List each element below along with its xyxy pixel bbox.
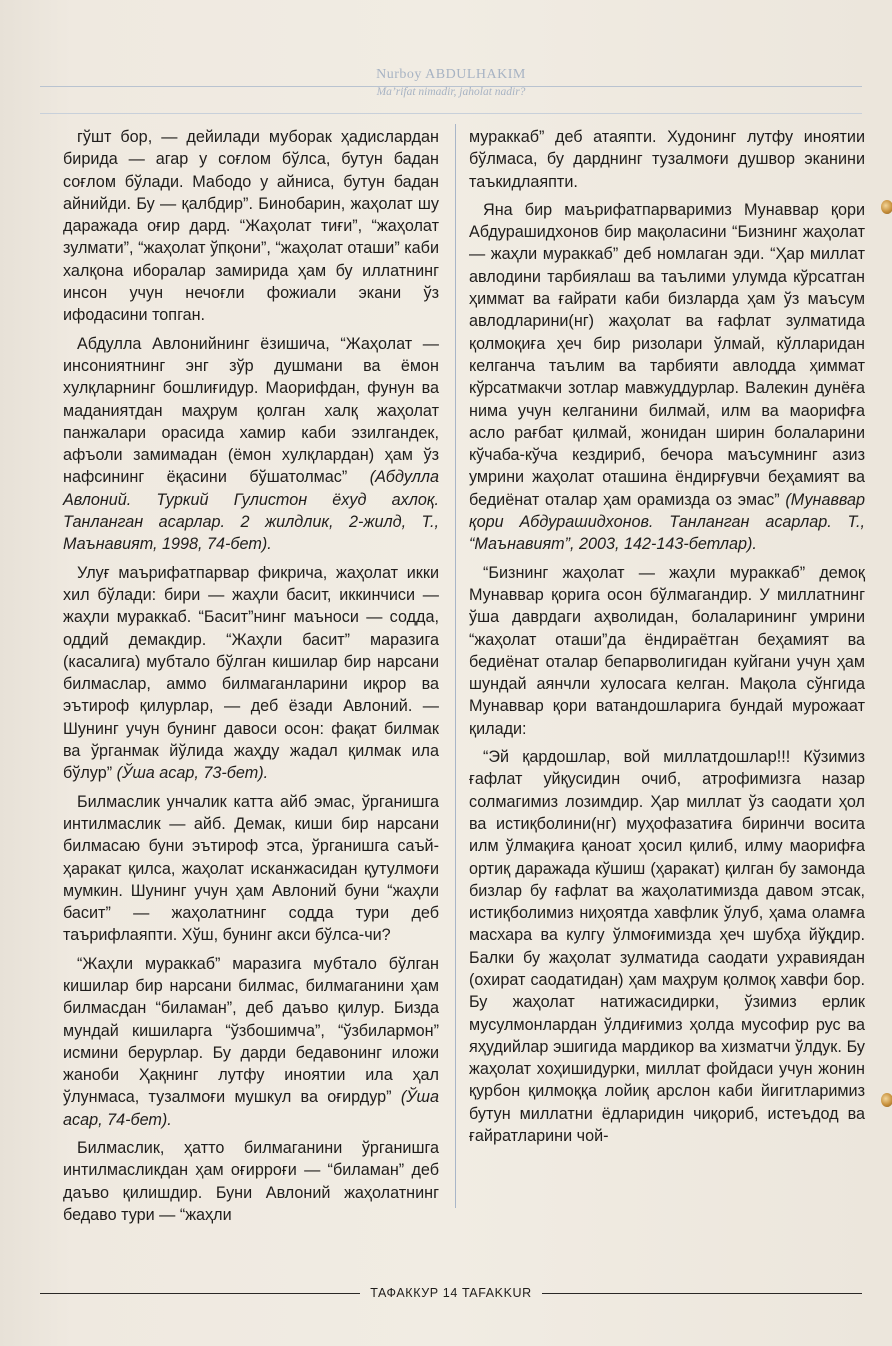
citation: (Ўша асар, 74-бет).	[63, 1088, 439, 1129]
footer-text: ТАФАККУР 14 TAFAKKUR	[370, 1286, 532, 1300]
paragraph-text: “Бизнинг жаҳолат — жаҳли мураккаб” демоқ Мунаввар қорига осон бўлмагандир. У миллатнинг ўша даврдаги аҳволидан, болаларининг умрини “жаҳолат оташи”да ёндираётган беҳамият ва бедиёнат оталар бепарволигидан куйгани учун ҳам шундай аянчли хулосага келган. Мақола сўнгида Мунаввар қори ватандошларига бундай мурожаат қилади:	[469, 563, 865, 738]
paragraph-text: Улуғ маърифатпарвар фикрича, жаҳолат икки хил бўлади: бири — жаҳли басит, иккинчиси — жаҳли мураккаб. “Басит”нинг маъноси — содда, оддий демакдир. “Жаҳли басит” маразига (касалига) мубтало бўлган кишилар бир нарсани билмаслар, аммо билмаганларини иқрор ва эътироф қилурлар, — деб ёзади Авлоний. — Шунинг учун бунинг давоси осон: фақат билмак ва ўрганмак йўлида жаҳду жадал қилмак ила бўлур”	[63, 563, 439, 783]
paragraph	[469, 562, 865, 740]
paragraph-text: гўшт бор, — дейилади муборак ҳадислардан бирида — агар у соғлом бўлса, бутун бадан соғлом бўлади. Мабодо у айниса, бутун бадан айнийди. Бу — қалбдир”. Бинобарин, жаҳолат шу даражада оғир дард. “Жаҳолат тиғи”, “жаҳолат зулмати”, “жаҳолат ўпқони”, “жаҳолат оташи” каби халқона иборалар замирида ҳам бу иллатнинг инсон учун нечоғли фожиали экани ўз ифодасини топган.	[63, 128, 439, 325]
header-subtitle: Ma’rifat nimadir, jaholat nadir?	[376, 86, 526, 98]
paragraph-text: Абдулла Авлонийнинг ёзишича, “Жаҳолат — инсониятнинг энг зўр душмани ва ёмон хулқларнинг бошлиғидур. Маорифдан, фунун ва маданиятдан маҳрум қолган халқ жаҳолат панжалари орасида хамир каби эзилгандек, афъоли замимадан (ёмон хулқлардан) ҳам ўз нафсининг ёқасини бўшатолмас”	[63, 334, 439, 487]
paragraph-text: Билмаслик унчалик катта айб эмас, ўрганишга интилмаслик — айб. Демак, киши бир нарсани билмасаю буни эътироф этса, ўрганишга саъй-ҳаракат қилса, жаҳолат исканжасидан қутулмоғи мумкин. Шунинг учун ҳам Авлоний буни “жаҳли басит” — жаҳолатнинг содда тури деб таърифлаяпти. Хўш, бунинг акси бўлса-чи?	[63, 792, 439, 945]
left-column	[63, 126, 439, 1232]
right-column	[469, 126, 865, 1153]
paragraph	[63, 333, 439, 556]
paragraph	[63, 126, 439, 327]
citation: (Абдулла Авлоний. Туркий Гулистон ёхуд ахлоқ. Танланган асарлар. 2 жилдлик, 2-жилд, Т., Маънавият, 1998, 74-бет).	[63, 468, 439, 554]
paragraph-text: “Эй қардошлар, вой миллатдошлар!!! Кўзимиз ғафлат уйқусидин очиб, атрофимизга назар солмагимиз лозимдир. Ҳар миллат ўз саодати ҳол ва истиқболини(нг) муҳофазатиға биринчи восита илм ўлмақиға қаноат ҳосил қилиб, илму маорифға ортиқ даражада кўшиш (ҳаракат) қилган бу замонда бизлар бу ғафлат ва жаҳолатимизда давом этсак, истиқболимиз ниҳоятда хавфлик ўлуб, ҳама оламға масхара ва кулгу ўлмоғимизда ҳеч шубҳа йўқдир. Балки бу жаҳолат зулматида саодати ухравиядан (охират саодатидан) ҳам маҳрум қолмоқ хавфи бор. Бу жаҳолат натижасидирки, ўзимиз ерлик мусулмонлардан ўлдиғимиз ҳолда мусофир рус ва яҳудийлар эшигида мардикор ва хизматчи ўлдук. Бу жаҳолат хоҳишидурки, миллат фойдаси учун жонин қурбон қилмоққа лойиқ арслон каби йигитларимиз бутун миллатни ёдларидин чиқориб, истеъдод ва ғайратларини чой-	[469, 748, 865, 1146]
paragraph	[469, 746, 865, 1147]
paragraph	[469, 199, 865, 556]
citation: (Мунаввар қори Абдурашидхонов. Танланган асарлар. Т., “Маънавият”, 2003, 142-143-бетлар).	[469, 490, 866, 554]
paragraph	[469, 126, 865, 193]
paragraph-text: “Жаҳли мураккаб” маразига мубтало бўлган кишилар бир нарсани билмас, билмаганини ҳам билмасдан “биламан”, деб даъво қилур. Бизда мундай кишиларга “ўзбошимча”, “ўзбилармон” исмини берурлар. Бу дарди бедавонинг иложи жаноби Ҳақнинг лутфу иноятии ила ҳал ўлунмаса, тузалмоғи мушкул ва оғирдур”	[63, 954, 439, 1107]
paragraph	[63, 562, 439, 785]
header-author: Nurboy ABDULHAKIM	[376, 67, 526, 82]
footer-rule-right	[542, 1293, 862, 1294]
page-footer	[40, 1282, 862, 1304]
footer-rule-left	[40, 1293, 360, 1294]
paragraph-text: мураккаб” деб атаяпти. Худонинг лутфу иноятии бўлмаса, бу дарднинг тузалмоғи душвор эканини таъкидлаяпти.	[469, 128, 865, 191]
paragraph	[63, 953, 439, 1131]
binding-rivet-icon	[881, 1093, 892, 1107]
paragraph-text: Яна бир маърифатпарваримиз Мунаввар қори Абдурашидхонов бир мақоласини “Бизнинг жаҳолат — жаҳли мураккаб” деб номлаган эди. “Ҳар миллат авлодини тарбиялаш ва таълими улумда кўрсатган ҳиммат ва ғайрати каби бизларда ҳам ўз маъсум авлодларини(нг) жаҳолат ва ғафлат зулматида қолмоқиға ҳеч бир ризолари ўлмай, кўлларидан келганча таълим ва тарбияти авлодда ҳиммат кўрсатмакчи зотлар мавжуддурлар. Валекин дунёға нима учун келганини билмай, илм ва маорифға асло рағбат қилмай, жонидан ширин болаларини кўчаба-кўча кездириб, бечора маъсумнинг азиз умрини жаҳолат оташина ёндирғувчи беҳамият ва бедиёнат оталар ҳам орамизда оз эмас”	[469, 200, 865, 509]
column-divider	[455, 124, 456, 1208]
paragraph	[63, 791, 439, 947]
header-rule	[40, 86, 862, 87]
citation: (Ўша асар, 73-бет).	[112, 764, 269, 783]
running-header	[40, 66, 862, 110]
paragraph-text: Билмаслик, ҳатто билмаганини ўрганишга интилмасликдан ҳам оғирроғи — “биламан” деб даъво қилишдир. Буни Авлоний жаҳолатнинг бедаво тури — “жаҳли	[63, 1139, 439, 1224]
paragraph	[63, 1137, 439, 1226]
header-rule-lower	[40, 113, 862, 114]
binding-rivet-icon	[881, 200, 892, 214]
